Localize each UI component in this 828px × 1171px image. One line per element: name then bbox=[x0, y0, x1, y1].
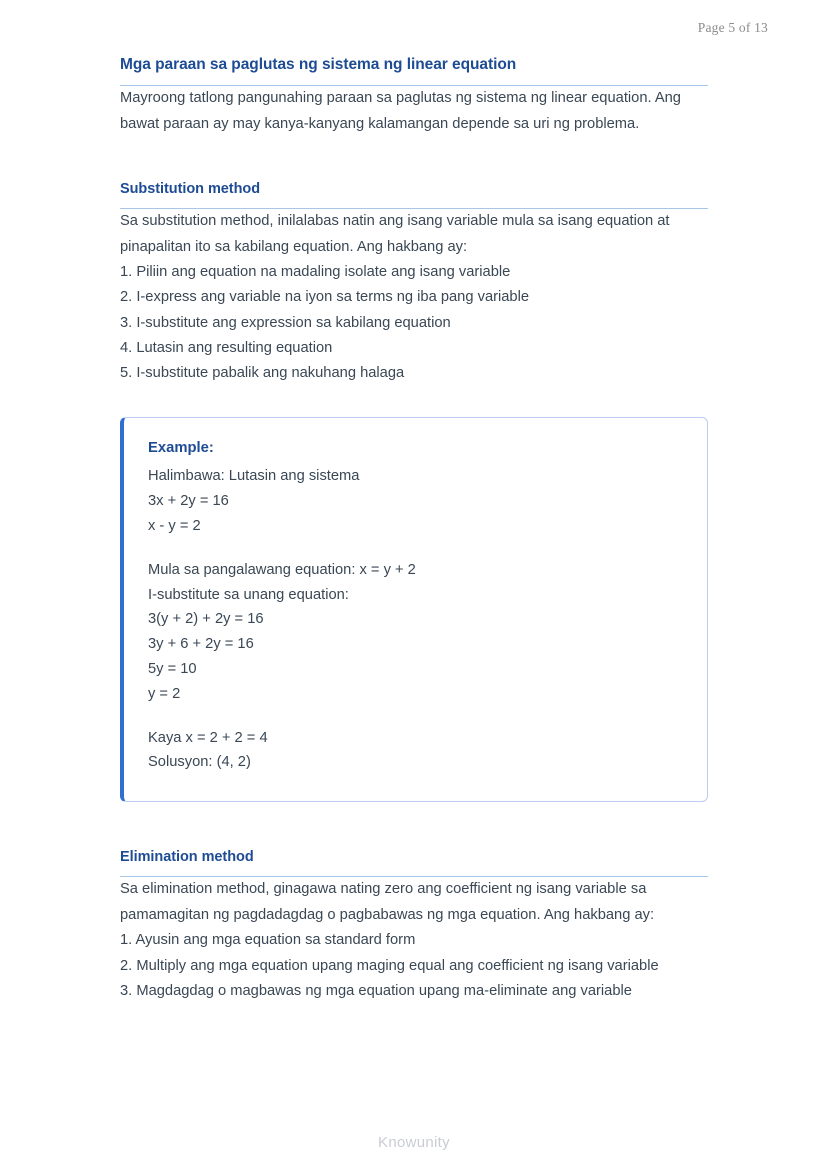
example-box-title: Example: bbox=[148, 440, 214, 457]
example-solution-steps bbox=[148, 558, 683, 707]
list-item: 1. Ayusin ang mga equation sa standard form bbox=[120, 932, 416, 949]
example-line: Solusyon: (4, 2) bbox=[148, 754, 251, 771]
example-line: 3(y + 2) + 2y = 16 bbox=[148, 611, 264, 628]
example-line: Mula sa pangalawang equation: x = y + 2 bbox=[148, 561, 416, 578]
list-item: 2. I-express ang variable na iyon sa terms ng iba pang variable bbox=[120, 289, 530, 306]
intro-paragraph: Mayroong tatlong pangunahing paraan sa paglutas ng sistema ng linear equation. Ang bawat paraan ay may kanya-kanyang kalamangan depende sa uri ng problema. bbox=[120, 90, 681, 132]
list-item: 3. Magdagdag o magbawas ng mga equation upang ma-eliminate ang variable bbox=[120, 982, 632, 999]
example-callout-box bbox=[120, 417, 708, 802]
list-item: 3. I-substitute ang expression sa kabilang equation bbox=[120, 314, 451, 331]
page-number-indicator: Page 5 of 13 bbox=[697, 20, 768, 35]
example-line: 3x + 2y = 16 bbox=[148, 493, 229, 510]
list-item: 2. Multiply ang mga equation upang maging equal ang coefficient ng isang variable bbox=[120, 957, 659, 974]
example-line: I-substitute sa unang equation: bbox=[148, 586, 349, 603]
example-line: Kaya x = 2 + 2 = 4 bbox=[148, 729, 268, 746]
list-item: 5. I-substitute pabalik ang nakuhang halaga bbox=[120, 365, 405, 382]
elimination-paragraph: Sa elimination method, ginagawa nating zero ang coefficient ng isang variable sa pamamagitan ng pagdadagdag o pagbabawas ng mga equation. Ang hakbang ay: bbox=[120, 881, 655, 923]
example-problem-statement bbox=[148, 464, 683, 538]
example-line: y = 2 bbox=[148, 685, 181, 702]
footer-watermark: Knowunity bbox=[378, 1134, 450, 1151]
example-line: x - y = 2 bbox=[148, 518, 201, 535]
section-heading-elimination: Elimination method bbox=[120, 849, 708, 877]
page-title: Mga paraan sa paglutas ng sistema ng linear equation bbox=[120, 56, 708, 86]
example-line: 5y = 10 bbox=[148, 661, 197, 678]
substitution-steps-list bbox=[120, 260, 708, 386]
list-item: 4. Lutasin ang resulting equation bbox=[120, 339, 333, 356]
example-line: 3y + 6 + 2y = 16 bbox=[148, 636, 254, 653]
section-heading-substitution: Substitution method bbox=[120, 181, 708, 209]
example-line: Halimbawa: Lutasin ang sistema bbox=[148, 468, 360, 485]
substitution-paragraph: Sa substitution method, inilalabas natin ang isang variable mula sa isang equation at pinapalitan ito sa kabilang equation. Ang hakbang ay: bbox=[120, 213, 670, 255]
document-content bbox=[120, 56, 708, 1004]
elimination-steps-list bbox=[120, 928, 708, 1004]
list-item: 1. Piliin ang equation na madaling isolate ang isang variable bbox=[120, 264, 511, 280]
example-final-answer bbox=[148, 726, 683, 776]
